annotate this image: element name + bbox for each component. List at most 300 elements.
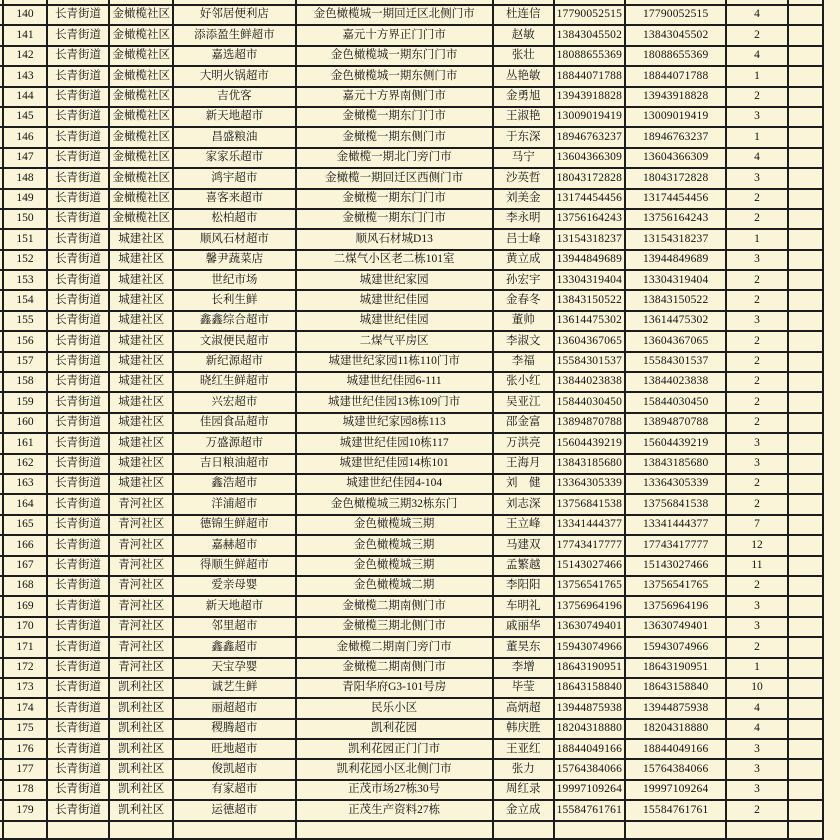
cell-street: 长青街道 xyxy=(47,535,109,555)
cell-store-name: 新天地超市 xyxy=(173,107,295,127)
table-row xyxy=(0,25,823,45)
cell-phone-primary: 13843150522 xyxy=(554,290,625,310)
cell-street: 长青街道 xyxy=(47,352,109,372)
cell-phone-secondary: 13756164243 xyxy=(625,209,726,229)
edge-cell xyxy=(788,148,823,168)
cell-contact-name: 车明礼 xyxy=(493,596,554,616)
edge-cell xyxy=(788,596,823,616)
edge-cell xyxy=(788,250,823,270)
cell-address: 金色橄榄城三期32栋东门 xyxy=(296,494,493,514)
cell-store-name: 鑫浩超市 xyxy=(173,474,295,494)
cell-staff-count: 2 xyxy=(726,474,787,494)
cell-staff-count: 2 xyxy=(726,331,787,351)
cell-store-name: 吉优客 xyxy=(173,87,295,107)
cell-row-number: 157 xyxy=(3,352,47,372)
cell-staff-count: 1 xyxy=(726,658,787,678)
cell-store-name: 松柏超市 xyxy=(173,209,295,229)
cell-row-number: 167 xyxy=(3,556,47,576)
cell-community: 城建社区 xyxy=(109,311,173,331)
cell-address: 正茂生产资料27栋 xyxy=(296,800,493,820)
cell-phone-secondary: 13843150522 xyxy=(625,290,726,310)
cell-phone-secondary: 13894870788 xyxy=(625,413,726,433)
cell-row-number: 140 xyxy=(3,5,47,25)
cell-address: 凯利花园 xyxy=(296,719,493,739)
cell-staff-count: 4 xyxy=(726,148,787,168)
cell-community: 金橄榄社区 xyxy=(109,189,173,209)
cell-address: 城建世纪佳园14栋101 xyxy=(296,454,493,474)
cell-row-number: 146 xyxy=(3,127,47,147)
cell-phone-primary: 18043172828 xyxy=(554,168,625,188)
cell-phone-primary: 13341444377 xyxy=(554,515,625,535)
cell-address: 金橄榄三期北侧门市 xyxy=(296,617,493,637)
cell-row-number: 161 xyxy=(3,433,47,453)
cell-street: 长青街道 xyxy=(47,46,109,66)
cell-staff-count: 3 xyxy=(726,780,787,800)
cell-row-number: 141 xyxy=(3,25,47,45)
cell-store-name: 稷腾超市 xyxy=(173,719,295,739)
cell-phone-primary: 18204318880 xyxy=(554,719,625,739)
cell-staff-count: 2 xyxy=(726,25,787,45)
edge-cell xyxy=(788,739,823,759)
cell-community: 城建社区 xyxy=(109,270,173,290)
cell-contact-name: 黄立成 xyxy=(493,250,554,270)
cell-staff-count: 3 xyxy=(726,617,787,637)
edge-cell xyxy=(493,821,554,839)
table-row xyxy=(0,372,823,392)
cell-store-name: 爱亲母婴 xyxy=(173,576,295,596)
cell-phone-secondary: 13756541765 xyxy=(625,576,726,596)
cell-street: 长青街道 xyxy=(47,66,109,86)
table-row xyxy=(0,148,823,168)
cell-phone-primary: 13630749401 xyxy=(554,617,625,637)
edge-cell xyxy=(788,229,823,249)
table-row xyxy=(0,229,823,249)
cell-community: 凯利社区 xyxy=(109,739,173,759)
cell-address: 城建世纪家园8栋113 xyxy=(296,413,493,433)
cell-community: 城建社区 xyxy=(109,474,173,494)
cell-community: 金橄榄社区 xyxy=(109,46,173,66)
cell-contact-name: 周红录 xyxy=(493,780,554,800)
cell-phone-primary: 13843045502 xyxy=(554,25,625,45)
cell-phone-primary: 18643158840 xyxy=(554,678,625,698)
cell-row-number: 153 xyxy=(3,270,47,290)
table-row xyxy=(0,698,823,718)
edge-cell xyxy=(788,46,823,66)
cell-contact-name: 杜连信 xyxy=(493,5,554,25)
edge-cell xyxy=(788,413,823,433)
cell-row-number: 179 xyxy=(3,800,47,820)
cell-contact-name: 万洪亮 xyxy=(493,433,554,453)
cell-staff-count: 2 xyxy=(726,413,787,433)
cell-street: 长青街道 xyxy=(47,25,109,45)
cell-community: 金橄榄社区 xyxy=(109,127,173,147)
cell-community: 城建社区 xyxy=(109,290,173,310)
cell-store-name: 丽超超市 xyxy=(173,698,295,718)
cell-phone-secondary: 13304319404 xyxy=(625,270,726,290)
cell-staff-count: 2 xyxy=(726,87,787,107)
cell-phone-primary: 15844030450 xyxy=(554,392,625,412)
cell-address: 嘉元十方界南侧门市 xyxy=(296,87,493,107)
cell-phone-primary: 13944875938 xyxy=(554,698,625,718)
table-row xyxy=(0,678,823,698)
cell-phone-secondary: 13614475302 xyxy=(625,311,726,331)
cell-staff-count: 10 xyxy=(726,678,787,698)
cell-community: 城建社区 xyxy=(109,229,173,249)
edge-cell xyxy=(788,800,823,820)
cell-phone-secondary: 13843185680 xyxy=(625,454,726,474)
cell-store-name: 世纪市场 xyxy=(173,270,295,290)
cell-staff-count: 4 xyxy=(726,719,787,739)
cell-contact-name: 于东深 xyxy=(493,127,554,147)
cell-phone-secondary: 13843045502 xyxy=(625,25,726,45)
cell-community: 金橄榄社区 xyxy=(109,148,173,168)
cell-street: 长青街道 xyxy=(47,107,109,127)
cell-contact-name: 张力 xyxy=(493,759,554,779)
cell-row-number: 144 xyxy=(3,87,47,107)
cell-phone-secondary: 13944849689 xyxy=(625,250,726,270)
cell-phone-primary: 13604366309 xyxy=(554,148,625,168)
table-row xyxy=(0,515,823,535)
cell-phone-secondary: 15604439219 xyxy=(625,433,726,453)
cell-community: 金橄榄社区 xyxy=(109,5,173,25)
cell-contact-name: 戚丽华 xyxy=(493,617,554,637)
edge-cell xyxy=(788,454,823,474)
cell-contact-name: 张壮 xyxy=(493,46,554,66)
cell-staff-count: 2 xyxy=(726,800,787,820)
cell-contact-name: 沙英哲 xyxy=(493,168,554,188)
cell-contact-name: 金春冬 xyxy=(493,290,554,310)
cell-phone-primary: 18844049166 xyxy=(554,739,625,759)
edge-cell xyxy=(788,780,823,800)
cell-phone-secondary: 13604366309 xyxy=(625,148,726,168)
cell-community: 城建社区 xyxy=(109,454,173,474)
cell-phone-secondary: 18844049166 xyxy=(625,739,726,759)
cell-street: 长青街道 xyxy=(47,759,109,779)
cell-community: 青河社区 xyxy=(109,535,173,555)
edge-cell xyxy=(788,658,823,678)
cell-address: 城建世纪家园11栋110门市 xyxy=(296,352,493,372)
edge-cell xyxy=(173,821,295,839)
cell-address: 正茂市场27栋30号 xyxy=(296,780,493,800)
cell-staff-count: 1 xyxy=(726,229,787,249)
cell-street: 长青街道 xyxy=(47,87,109,107)
table-row xyxy=(0,576,823,596)
cell-address: 金色橄榄城二期 xyxy=(296,576,493,596)
cell-store-name: 家家乐超市 xyxy=(173,148,295,168)
cell-store-name: 馨尹蔬菜店 xyxy=(173,250,295,270)
cell-row-number: 173 xyxy=(3,678,47,698)
cell-staff-count: 2 xyxy=(726,352,787,372)
table-row xyxy=(0,454,823,474)
table-row xyxy=(0,739,823,759)
cell-community: 金橄榄社区 xyxy=(109,107,173,127)
cell-phone-primary: 13364305339 xyxy=(554,474,625,494)
cell-contact-name: 金立成 xyxy=(493,800,554,820)
cell-address: 城建世纪佳园10栋117 xyxy=(296,433,493,453)
cell-street: 长青街道 xyxy=(47,168,109,188)
cell-store-name: 添添盈生鲜超市 xyxy=(173,25,295,45)
cell-phone-secondary: 18204318880 xyxy=(625,719,726,739)
cell-address: 城建世纪佳园 xyxy=(296,311,493,331)
cell-store-name: 文淑便民超市 xyxy=(173,331,295,351)
cell-address: 金橄榄一期东门门市 xyxy=(296,107,493,127)
cell-store-name: 好邻居便利店 xyxy=(173,5,295,25)
cell-community: 城建社区 xyxy=(109,433,173,453)
edge-cell xyxy=(788,311,823,331)
cell-phone-primary: 17743417777 xyxy=(554,535,625,555)
cell-phone-primary: 13944849689 xyxy=(554,250,625,270)
edge-cell xyxy=(788,433,823,453)
cell-phone-primary: 18844071788 xyxy=(554,66,625,86)
edge-cell xyxy=(788,494,823,514)
cell-address: 城建世纪家园 xyxy=(296,270,493,290)
cell-phone-primary: 13843185680 xyxy=(554,454,625,474)
cell-staff-count: 2 xyxy=(726,189,787,209)
cell-contact-name: 李阳阳 xyxy=(493,576,554,596)
edge-cell xyxy=(788,392,823,412)
cell-street: 长青街道 xyxy=(47,719,109,739)
cell-store-name: 天宝孕婴 xyxy=(173,658,295,678)
cell-row-number: 143 xyxy=(3,66,47,86)
cell-phone-primary: 13756164243 xyxy=(554,209,625,229)
cell-phone-secondary: 17743417777 xyxy=(625,535,726,555)
cell-community: 城建社区 xyxy=(109,352,173,372)
cell-street: 长青街道 xyxy=(47,576,109,596)
cell-contact-name: 李永明 xyxy=(493,209,554,229)
edge-cell xyxy=(788,719,823,739)
cell-phone-primary: 18643190951 xyxy=(554,658,625,678)
cell-street: 长青街道 xyxy=(47,229,109,249)
cell-street: 长青街道 xyxy=(47,556,109,576)
cell-staff-count: 4 xyxy=(726,698,787,718)
cell-community: 青河社区 xyxy=(109,637,173,657)
table-row xyxy=(0,331,823,351)
table-row xyxy=(0,617,823,637)
edge-cell xyxy=(788,474,823,494)
cell-phone-secondary: 13604367065 xyxy=(625,331,726,351)
cell-contact-name: 邵金富 xyxy=(493,413,554,433)
cell-community: 青河社区 xyxy=(109,515,173,535)
cell-phone-primary: 18946763237 xyxy=(554,127,625,147)
cell-contact-name: 高炳超 xyxy=(493,698,554,718)
cell-store-name: 嘉选超市 xyxy=(173,46,295,66)
cell-street: 长青街道 xyxy=(47,148,109,168)
cell-street: 长青街道 xyxy=(47,270,109,290)
cell-phone-secondary: 13630749401 xyxy=(625,617,726,637)
cell-community: 青河社区 xyxy=(109,556,173,576)
table-row xyxy=(0,127,823,147)
cell-store-name: 邻里超市 xyxy=(173,617,295,637)
cell-staff-count: 2 xyxy=(726,494,787,514)
cell-store-name: 万盛源超市 xyxy=(173,433,295,453)
cell-phone-secondary: 13756841538 xyxy=(625,494,726,514)
cell-street: 长青街道 xyxy=(47,474,109,494)
cell-phone-primary: 15943074966 xyxy=(554,637,625,657)
cell-row-number: 151 xyxy=(3,229,47,249)
table-row xyxy=(0,209,823,229)
cell-street: 长青街道 xyxy=(47,5,109,25)
cell-address: 金橄榄一期回迁区西侧门市 xyxy=(296,168,493,188)
cell-contact-name: 李淑文 xyxy=(493,331,554,351)
cell-store-name: 洋浦超市 xyxy=(173,494,295,514)
cell-row-number: 165 xyxy=(3,515,47,535)
cell-address: 金色橄榄城三期 xyxy=(296,515,493,535)
cell-street: 长青街道 xyxy=(47,250,109,270)
cell-address: 凯利花园正门门市 xyxy=(296,739,493,759)
cell-row-number: 148 xyxy=(3,168,47,188)
table-row xyxy=(0,352,823,372)
table-row xyxy=(0,780,823,800)
table-row xyxy=(0,290,823,310)
edge-cell xyxy=(788,25,823,45)
edge-cell xyxy=(788,678,823,698)
cell-contact-name: 丛艳敏 xyxy=(493,66,554,86)
edge-cell xyxy=(788,821,823,839)
cell-contact-name: 张小红 xyxy=(493,372,554,392)
cell-row-number: 150 xyxy=(3,209,47,229)
cell-staff-count: 7 xyxy=(726,515,787,535)
cell-phone-secondary: 15584761761 xyxy=(625,800,726,820)
table-row xyxy=(0,5,823,25)
edge-cell xyxy=(788,290,823,310)
cell-address: 金色橄榄城三期 xyxy=(296,535,493,555)
table-row xyxy=(0,189,823,209)
cell-row-number: 145 xyxy=(3,107,47,127)
table-row xyxy=(0,719,823,739)
cell-store-name: 吉日粮油超市 xyxy=(173,454,295,474)
table-row xyxy=(0,270,823,290)
cell-row-number: 155 xyxy=(3,311,47,331)
cell-contact-name: 刘 健 xyxy=(493,474,554,494)
edge-cell xyxy=(788,637,823,657)
cell-street: 长青街道 xyxy=(47,637,109,657)
cell-phone-primary: 13844023838 xyxy=(554,372,625,392)
cell-staff-count: 2 xyxy=(726,637,787,657)
edge-cell xyxy=(788,515,823,535)
edge-cell xyxy=(788,698,823,718)
cell-staff-count: 3 xyxy=(726,759,787,779)
table-row xyxy=(0,535,823,555)
cell-row-number: 163 xyxy=(3,474,47,494)
cell-phone-secondary: 13756964196 xyxy=(625,596,726,616)
cell-address: 民乐小区 xyxy=(296,698,493,718)
cell-address: 金橄榄二期南侧门市 xyxy=(296,658,493,678)
cell-store-name: 嘉赫超市 xyxy=(173,535,295,555)
edge-cell xyxy=(554,821,625,839)
cell-contact-name: 李增 xyxy=(493,658,554,678)
cell-street: 长青街道 xyxy=(47,658,109,678)
cell-contact-name: 马宁 xyxy=(493,148,554,168)
cell-address: 金色橄榄城一期东门门市 xyxy=(296,46,493,66)
edge-cell xyxy=(788,352,823,372)
cell-staff-count: 3 xyxy=(726,739,787,759)
cell-row-number: 142 xyxy=(3,46,47,66)
cell-street: 长青街道 xyxy=(47,209,109,229)
cell-phone-secondary: 18643190951 xyxy=(625,658,726,678)
cell-staff-count: 12 xyxy=(726,535,787,555)
cell-row-number: 170 xyxy=(3,617,47,637)
cell-street: 长青街道 xyxy=(47,739,109,759)
table-row xyxy=(0,87,823,107)
cell-row-number: 156 xyxy=(3,331,47,351)
cell-phone-primary: 13604367065 xyxy=(554,331,625,351)
cell-store-name: 佳园食品超市 xyxy=(173,413,295,433)
cell-address: 金橄榄一期北门旁门市 xyxy=(296,148,493,168)
cell-street: 长青街道 xyxy=(47,290,109,310)
cell-phone-secondary: 13174454456 xyxy=(625,189,726,209)
cell-store-name: 鑫鑫综合超市 xyxy=(173,311,295,331)
cell-contact-name: 毕莹 xyxy=(493,678,554,698)
cell-phone-primary: 13174454456 xyxy=(554,189,625,209)
cell-phone-primary: 18088655369 xyxy=(554,46,625,66)
cell-community: 城建社区 xyxy=(109,392,173,412)
table-row xyxy=(0,596,823,616)
edge-cell xyxy=(788,331,823,351)
cell-store-name: 鸿宇超市 xyxy=(173,168,295,188)
cell-contact-name: 刘美金 xyxy=(493,189,554,209)
cell-community: 城建社区 xyxy=(109,250,173,270)
cell-community: 青河社区 xyxy=(109,576,173,596)
table-row xyxy=(0,392,823,412)
cell-community: 城建社区 xyxy=(109,331,173,351)
cell-phone-secondary: 15943074966 xyxy=(625,637,726,657)
cell-store-name: 鑫鑫超市 xyxy=(173,637,295,657)
cell-street: 长青街道 xyxy=(47,372,109,392)
cell-phone-secondary: 13009019419 xyxy=(625,107,726,127)
cell-community: 城建社区 xyxy=(109,413,173,433)
cell-store-name: 大明火锅超市 xyxy=(173,66,295,86)
cell-phone-primary: 13756841538 xyxy=(554,494,625,514)
cell-phone-primary: 15143027466 xyxy=(554,556,625,576)
cell-street: 长青街道 xyxy=(47,331,109,351)
cell-address: 城建世纪佳园13栋109门市 xyxy=(296,392,493,412)
edge-cell xyxy=(788,759,823,779)
cell-staff-count: 3 xyxy=(726,596,787,616)
cell-store-name: 新纪源超市 xyxy=(173,352,295,372)
cell-phone-primary: 13614475302 xyxy=(554,311,625,331)
cell-street: 长青街道 xyxy=(47,392,109,412)
cell-contact-name: 赵敏 xyxy=(493,25,554,45)
edge-cell xyxy=(788,617,823,637)
cell-phone-secondary: 17790052515 xyxy=(625,5,726,25)
table-row xyxy=(0,433,823,453)
cell-contact-name: 金勇旭 xyxy=(493,87,554,107)
cell-row-number: 176 xyxy=(3,739,47,759)
cell-community: 金橄榄社区 xyxy=(109,168,173,188)
cell-community: 凯利社区 xyxy=(109,780,173,800)
cell-community: 凯利社区 xyxy=(109,698,173,718)
cell-street: 长青街道 xyxy=(47,596,109,616)
cell-phone-primary: 15584761761 xyxy=(554,800,625,820)
cell-street: 长青街道 xyxy=(47,494,109,514)
cell-row-number: 154 xyxy=(3,290,47,310)
edge-cell xyxy=(788,5,823,25)
cell-phone-secondary: 18844071788 xyxy=(625,66,726,86)
cell-phone-primary: 19997109264 xyxy=(554,780,625,800)
edge-cell xyxy=(788,556,823,576)
cell-street: 长青街道 xyxy=(47,433,109,453)
cell-street: 长青街道 xyxy=(47,127,109,147)
cell-row-number: 177 xyxy=(3,759,47,779)
edge-cell xyxy=(296,821,493,839)
cell-store-name: 昌盛粮油 xyxy=(173,127,295,147)
cell-row-number: 174 xyxy=(3,698,47,718)
cell-row-number: 162 xyxy=(3,454,47,474)
cell-street: 长青街道 xyxy=(47,800,109,820)
cell-address: 城建世纪佳园6-111 xyxy=(296,372,493,392)
cell-row-number: 175 xyxy=(3,719,47,739)
cell-phone-primary: 13756964196 xyxy=(554,596,625,616)
